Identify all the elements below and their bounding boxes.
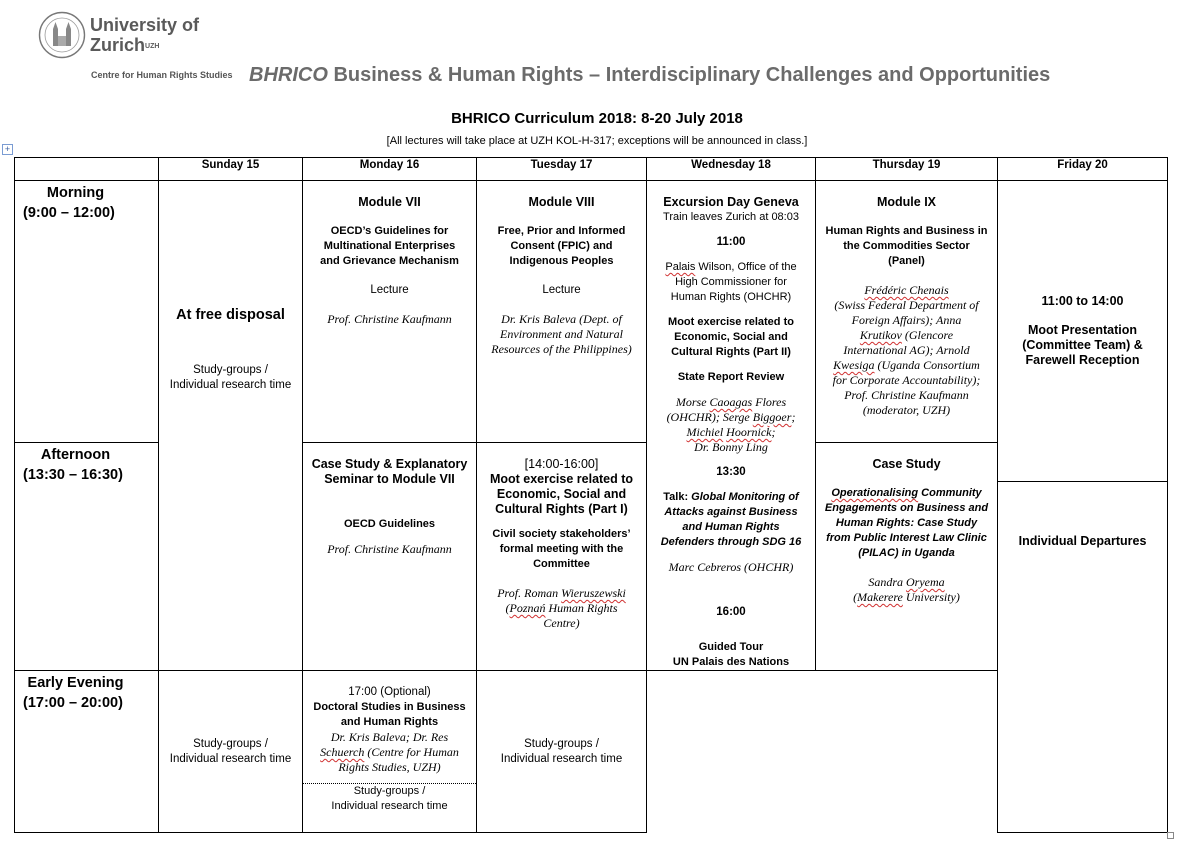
morning-row — [15, 181, 1168, 443]
university-logo-text: University of Zurich$^{UZH}$ — [90, 15, 200, 55]
university-seal-icon — [38, 11, 86, 59]
day-header-wednesday: Wednesday 18 — [647, 158, 816, 181]
slot-evening: Early Evening (17:00 – 20:00) — [15, 671, 159, 833]
thursday-morning-cell: Module IX Human Rights and Business in the Commodities Sector (Panel) Frédéric Chenais (Swiss Federal Department of Foreign Affairs); Anna Krutikov (Glencore International AG); Arnold Kwesiga (Uganda Consortium for Corporate Accountability); Prof. Christine Kaufmann (moderator, UZH) — [816, 181, 998, 443]
sunday-cell: At free disposal Study-groups / Individual research time — [159, 181, 303, 671]
friday-departures-cell: Individual Departures — [998, 482, 1168, 833]
monday-morning-cell: Module VII OECD’s Guidelines for Multinational Enterprises and Grievance Mechanism Lecture Prof. Christine Kaufmann — [303, 181, 477, 443]
centre-name: Centre for Human Rights Studies — [91, 70, 233, 80]
day-header-tuesday: Tuesday 17 — [477, 158, 647, 181]
table-move-handle-icon[interactable]: + — [2, 144, 13, 155]
day-header-thursday: Thursday 19 — [816, 158, 998, 181]
curriculum-title: BHRICO Curriculum 2018: 8-20 July 2018 — [451, 110, 743, 127]
schedule-table — [14, 157, 1168, 833]
monday-afternoon-cell: Case Study & Explanatory Seminar to Module VII OECD Guidelines Prof. Christine Kaufmann — [303, 443, 477, 671]
slot-afternoon: Afternoon (13:30 – 16:30) — [15, 443, 159, 671]
day-header-row — [15, 158, 1168, 181]
tuesday-morning-cell: Module VIII Free, Prior and Informed Consent (FPIC) and Indigenous Peoples Lecture Dr. Kris Baleva (Dept. of Environment and Natural Resources of the Philippines) — [477, 181, 647, 443]
corner-cell — [15, 158, 159, 181]
wednesday-cell: Excursion Day Geneva Train leaves Zurich at 08:03 11:00 Palais Wilson, Office of the High Commissioner for Human Rights (OHCHR) Moot exercise related to Economic, Social and Cultural Rights (Part II) State Report Review Morse Caoagas Flores (OHCHR); Serge Biggoer; Michiel Hoornick; Dr. Bonny Ling 13:30 Talk: Global Monitoring of Attacks against Business and Human Rights Defenders through SDG 16 Marc Cebreros (OHCHR) 16:00 Guided Tour UN Palais des Nations — [647, 181, 816, 671]
slot-morning: Morning (9:00 – 12:00) — [15, 181, 159, 443]
table-resize-handle-icon[interactable] — [1167, 832, 1174, 839]
monday-evening-cell: Study-groups / Individual research time — [159, 671, 303, 833]
thursday-afternoon-cell: Case Study Operationalising Community Engagements on Business and Human Rights: Case Study from Public Interest Law Clinic (PILAC) in Uganda Sandra Oryema (Makerere University) — [816, 443, 998, 671]
day-header-sunday: Sunday 15 — [159, 158, 303, 181]
day-header-friday: Friday 20 — [998, 158, 1168, 181]
tuesday-afternoon-cell: [14:00-16:00] Moot exercise related to Economic, Social and Cultural Rights (Part I) Civil society stakeholders’ formal meeting with the Committee Prof. Roman Wieruszewski (Poznań Human Rights Centre) — [477, 443, 647, 671]
thursday-evening-cell: Study-groups / Individual research time — [477, 671, 647, 833]
program-title: BHRICO Business & Human Rights – Interdisciplinary Challenges and Opportunities — [249, 64, 1051, 86]
friday-midday-cell: 11:00 to 14:00 Moot Presentation (Committee Team) & Farewell Reception — [998, 181, 1168, 482]
day-header-monday: Monday 16 — [303, 158, 477, 181]
evening-row — [15, 671, 1168, 833]
tuesday-evening-cell: 17:00 (Optional) Doctoral Studies in Business and Human Rights Dr. Kris Baleva; Dr. Res Schuerch (Centre for Human Rights Studies, UZH) Study-groups / Individual research time — [303, 671, 477, 833]
curriculum-note: [All lectures will take place at UZH KOL-H-317; exceptions will be announced in class.] — [386, 135, 808, 147]
